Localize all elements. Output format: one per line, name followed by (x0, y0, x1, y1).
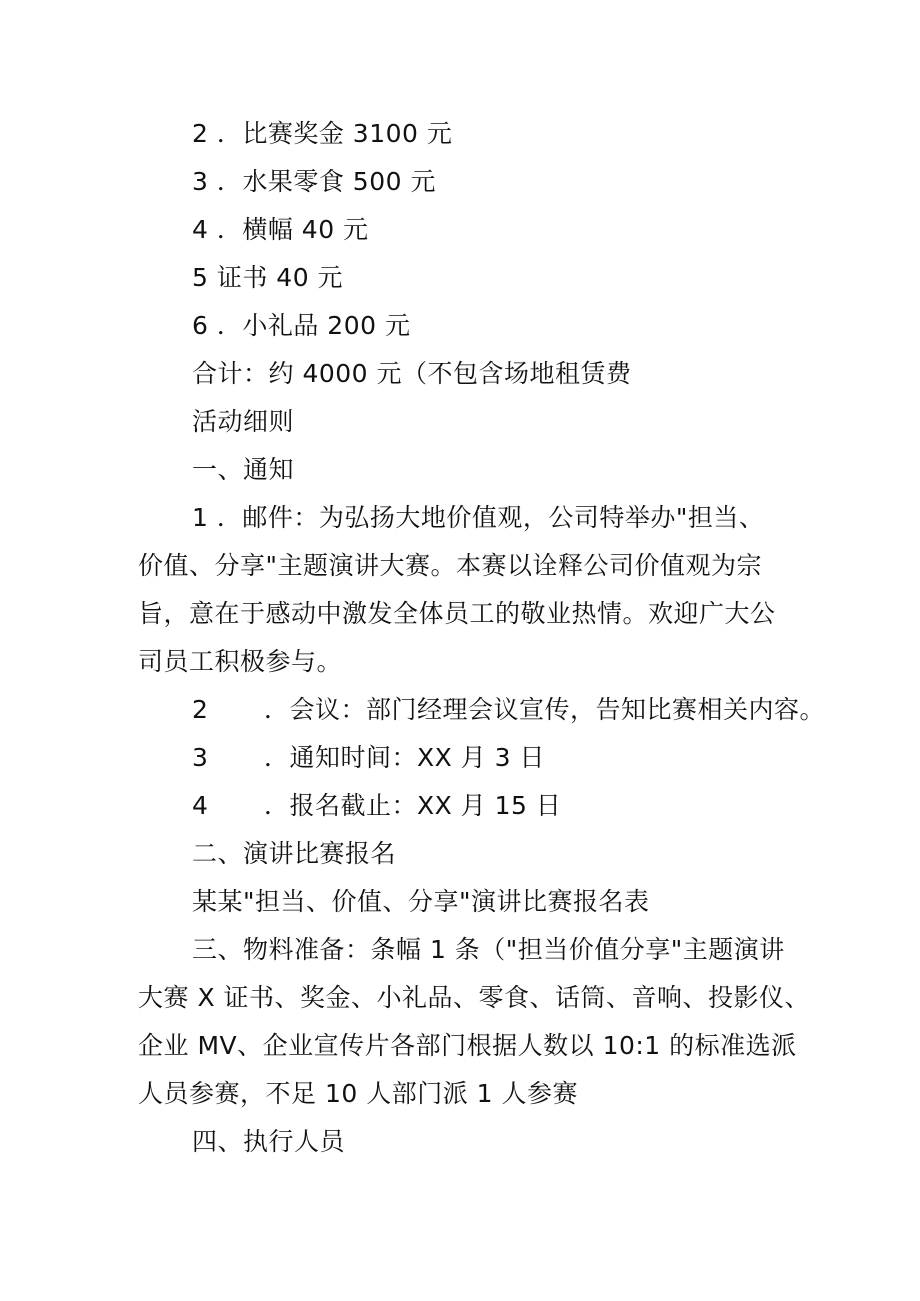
notice-time-text: ．通知时间：XX 月 3 日 (264, 743, 545, 772)
materials-line: 人员参赛，不足 10 人部门派 1 人参赛 (138, 1079, 579, 1108)
notice-email-line: 价值、分享"主题演讲大赛。本赛以诠释公司价值观为宗 (138, 551, 763, 580)
notice-email-line: 1 ．邮件：为弘扬大地价值观，公司特举办"担当、 (192, 503, 765, 532)
notice-time-number: 3 (192, 743, 209, 772)
rules-title: 活动细则 (192, 407, 295, 436)
notice-meeting-text: ．会议：部门经理会议宣传，告知比赛相关内容。 (264, 695, 826, 724)
budget-total: 合计：约 4000 元（不包含场地租赁费 (192, 359, 632, 388)
registration-form-title: 某某"担当、价值、分享"演讲比赛报名表 (192, 887, 650, 916)
budget-item-banner: 4 ．横幅 40 元 (192, 215, 369, 244)
notice-heading: 一、通知 (192, 455, 295, 484)
materials-line: 大赛 X 证书、奖金、小礼品、零食、话筒、音响、投影仪、 (138, 983, 811, 1012)
notice-deadline-number: 4 (192, 791, 209, 820)
notice-meeting-number: 2 (192, 695, 209, 724)
registration-heading: 二、演讲比赛报名 (192, 839, 397, 868)
notice-time (192, 741, 545, 775)
budget-item-gifts: 6 ．小礼品 200 元 (192, 311, 411, 340)
budget-item-snacks: 3 ．水果零食 500 元 (192, 167, 436, 196)
materials-line: 三、物料准备：条幅 1 条（"担当价值分享"主题演讲 (192, 935, 785, 964)
notice-email-line: 旨，意在于感动中激发全体员工的敬业热情。欢迎广大公 (138, 599, 776, 628)
staff-heading: 四、执行人员 (192, 1127, 346, 1156)
notice-email-line: 司员工积极参与。 (138, 647, 343, 676)
materials-line: 企业 MV、企业宣传片各部门根据人数以 10:1 的标准选派 (138, 1031, 797, 1060)
budget-item-prize: 2 ．比赛奖金 3100 元 (192, 119, 453, 148)
budget-item-certificate: 5 证书 40 元 (192, 263, 344, 292)
notice-meeting (192, 693, 825, 727)
notice-deadline-text: ．报名截止：XX 月 15 日 (264, 791, 562, 820)
notice-deadline (192, 789, 561, 823)
